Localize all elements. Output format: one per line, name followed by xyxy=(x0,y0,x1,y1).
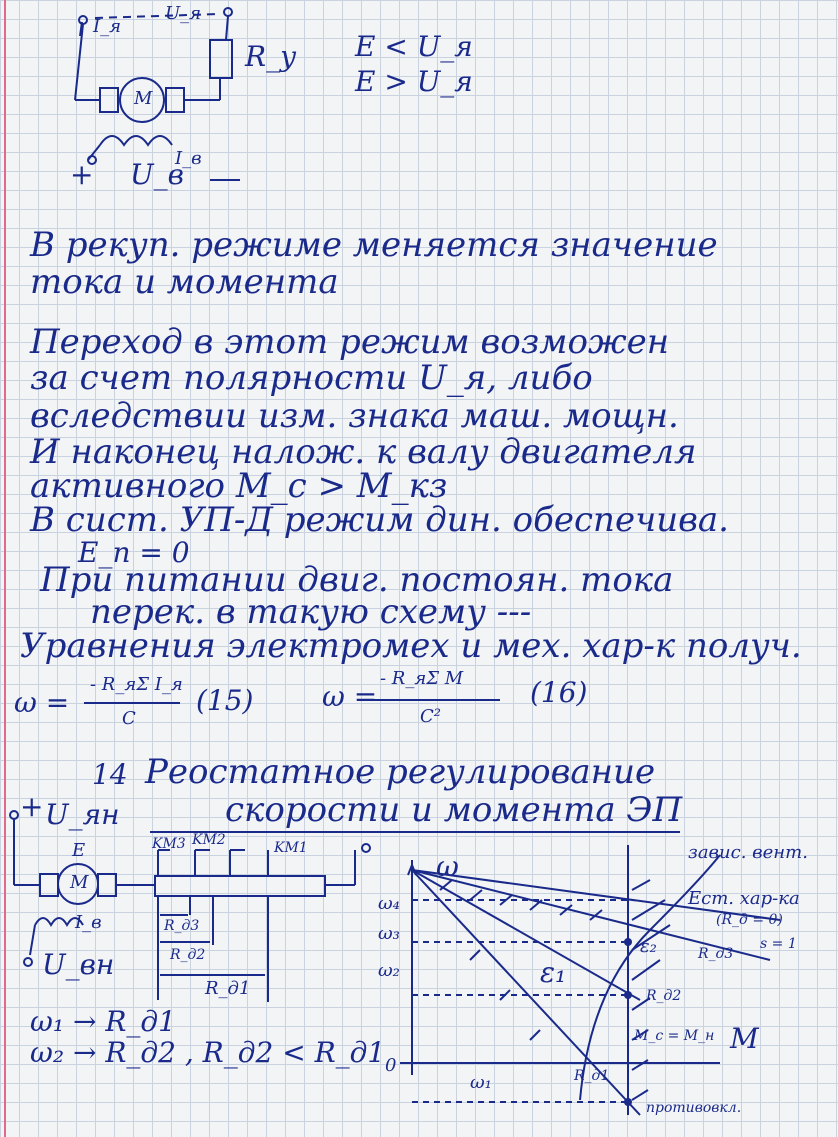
section-title-line-2: скорости и момента ЭП xyxy=(225,790,683,830)
graph-dependency-label: завис. вент. xyxy=(688,842,808,863)
graph-hatching xyxy=(440,880,670,1100)
graph-e1-label: ε₁ xyxy=(540,956,567,989)
text-line-3: Переход в этот режим возможен xyxy=(30,322,670,362)
graph-mc-label: M_c = M_н xyxy=(634,1028,715,1044)
top-field-voltage-label: U_в xyxy=(130,158,184,191)
resistor-rg3-label: R_д3 xyxy=(164,918,200,934)
formula-15-denominator: C xyxy=(122,708,136,729)
graph-w4-label: ω₄ xyxy=(378,893,400,914)
graph-rg2-label: R_д2 xyxy=(646,988,682,1004)
relation-line-1: ω₁ → R_д1 xyxy=(30,1005,176,1038)
bottom-voltage-label: U_ян xyxy=(45,798,120,831)
graph-w3-label: ω₃ xyxy=(378,923,400,944)
graph-counter-label: противовкл. xyxy=(646,1100,742,1116)
bottom-motor-label: M xyxy=(70,872,89,893)
formula-16-denominator: C² xyxy=(420,706,441,727)
graph-w2-label: ω₂ xyxy=(378,960,400,981)
top-resistor-label: R_у xyxy=(245,40,297,73)
graph-natural-char-label: Ест. хар-ка xyxy=(688,888,800,909)
graph-w1-label: ω₁ xyxy=(470,1072,492,1093)
condition-line-1: E < U_я xyxy=(355,30,473,63)
text-line-8: В сист. УП-Д режим дин. обеспечива. xyxy=(30,500,729,540)
contactor-km1-label: KM1 xyxy=(274,840,308,856)
graph-rg3-label: R_д3 xyxy=(698,946,734,962)
section-title-line-1: Реостатное регулирование xyxy=(145,752,656,792)
top-current-label: I_я xyxy=(93,16,122,37)
text-line-11: перек. в такую схему --- xyxy=(90,592,532,632)
top-motor-label: M xyxy=(134,88,153,109)
bottom-plus-label: + xyxy=(20,790,44,823)
bottom-emf-label: E xyxy=(72,840,86,861)
bottom-field-voltage-label: U_вн xyxy=(42,948,115,981)
formula-16-lhs: ω = xyxy=(322,680,378,713)
bottom-field-current-label: I_в xyxy=(75,912,102,933)
text-line-1: В рекуп. режиме меняется значение xyxy=(30,225,718,265)
text-line-12: Уравнения электромех и мех. хар-к получ. xyxy=(20,626,802,666)
resistor-rg1-label: R_д1 xyxy=(205,978,251,999)
text-line-7: активного M_c > M_кз xyxy=(30,466,448,506)
graph-rg1-label: R_д1 xyxy=(574,1068,610,1084)
formula-16-number: (16) xyxy=(530,676,588,709)
top-plus-label: + xyxy=(70,158,94,191)
graph-axis-omega-label: ω xyxy=(436,850,459,883)
text-line-10: При питании двиг. постоян. тока xyxy=(40,560,674,600)
formula-15-numerator: - R_яΣ I_я xyxy=(90,674,183,695)
text-line-6: И наконец налож. к валу двигателя xyxy=(30,432,697,472)
formula-15-number: (15) xyxy=(196,684,254,717)
relation-line-2: ω₂ → R_д2 , R_д2 < R_д1 xyxy=(30,1036,386,1069)
graph-origin-label: 0 xyxy=(385,1055,397,1076)
top-voltage-label: U_я xyxy=(165,3,202,24)
top-field-current-label: I_в xyxy=(175,148,202,169)
contactor-km2-label: KM2 xyxy=(192,832,226,848)
text-line-4: за счет полярности U_я, либо xyxy=(30,358,593,398)
text-line-5: вследствии изм. знака маш. мощн. xyxy=(30,396,679,436)
formula-16-numerator: - R_яΣ M xyxy=(380,668,464,689)
section-number: 14 xyxy=(92,758,128,791)
graph-axis-m-label: M xyxy=(730,1022,759,1055)
resistor-rg2-label: R_д2 xyxy=(170,947,206,963)
graph-characteristic-rg2 xyxy=(412,870,640,1000)
graph-e2-label: ε₂ xyxy=(640,936,657,957)
text-line-9: E_п = 0 xyxy=(78,536,190,569)
text-line-2: тока и момента xyxy=(30,262,339,302)
formula-15-lhs: ω = xyxy=(14,686,70,719)
graph-s-label: s = 1 xyxy=(760,936,797,952)
graph-natural-char-cond: (R_д = 0) xyxy=(716,912,783,928)
contactor-km3-label: KM3 xyxy=(152,836,186,852)
condition-line-2: E > U_я xyxy=(355,65,473,98)
